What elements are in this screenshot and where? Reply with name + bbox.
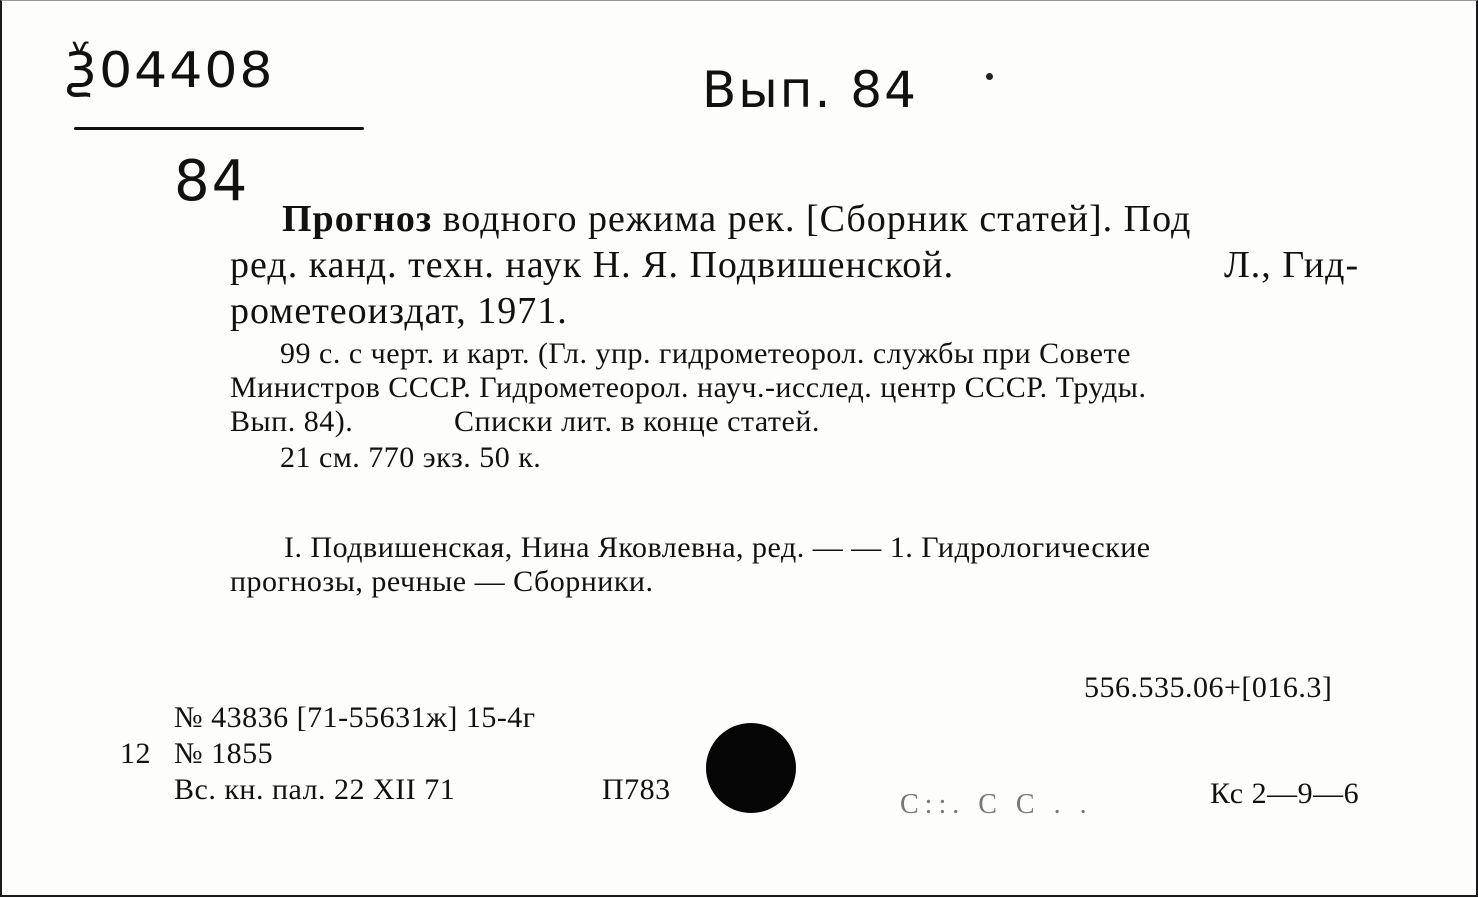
tracing-line-2: прогнозы, речные — Сборники. bbox=[230, 565, 654, 598]
volume-note: Вып. 84 bbox=[702, 61, 918, 119]
description-line-2: Министров СССР. Гидрометеорол. науч.-исслед. центр СССР. Труды. bbox=[230, 371, 1147, 404]
inventory-underline bbox=[74, 127, 364, 130]
faint-stamp: C::. C C . . bbox=[900, 789, 1093, 820]
udc-number: 556.535.06+[016.3] bbox=[1084, 671, 1333, 704]
description-line-4: 21 см. 770 экз. 50 к. bbox=[280, 441, 542, 474]
description-line-3: Вып. 84). bbox=[230, 405, 354, 438]
classification-code: Кс 2—9—6 bbox=[1210, 777, 1360, 810]
order-number: П783 bbox=[602, 773, 671, 806]
card-number-2-prefix: 12 bbox=[120, 737, 151, 770]
title-line bbox=[282, 197, 1191, 241]
description-line-3b: Списки лит. в конце статей. bbox=[454, 405, 820, 438]
description-line-1: 99 с. с черт. и карт. (Гл. упр. гидрометеорол. службы при Совете bbox=[280, 337, 1131, 370]
editor-line: ред. канд. техн. наук Н. Я. Подвишенской. bbox=[230, 244, 955, 286]
ink-speck bbox=[986, 73, 993, 80]
inventory-number: Ѯ04408 bbox=[64, 42, 275, 100]
publisher-start: Л., Гид- bbox=[1224, 244, 1360, 286]
card-number-2: № 1855 bbox=[174, 737, 274, 770]
ink-blot bbox=[706, 723, 796, 813]
chamber-line: Вс. кн. пал. 22 XII 71 bbox=[174, 773, 456, 806]
tracing-line-1: I. Подвишенская, Нина Яковлевна, ред. — — 1. Гидрологические bbox=[284, 531, 1151, 564]
title-bold: Прогноз bbox=[282, 198, 433, 240]
card-number-1: № 43836 [71-55631ж] 15-4г bbox=[174, 701, 536, 734]
shelf-number: 84 bbox=[174, 149, 250, 214]
title-rest: водного режима рек. [Сборник статей]. Под bbox=[442, 198, 1192, 240]
publisher-line: рометеоиздат, 1971. bbox=[230, 290, 568, 332]
